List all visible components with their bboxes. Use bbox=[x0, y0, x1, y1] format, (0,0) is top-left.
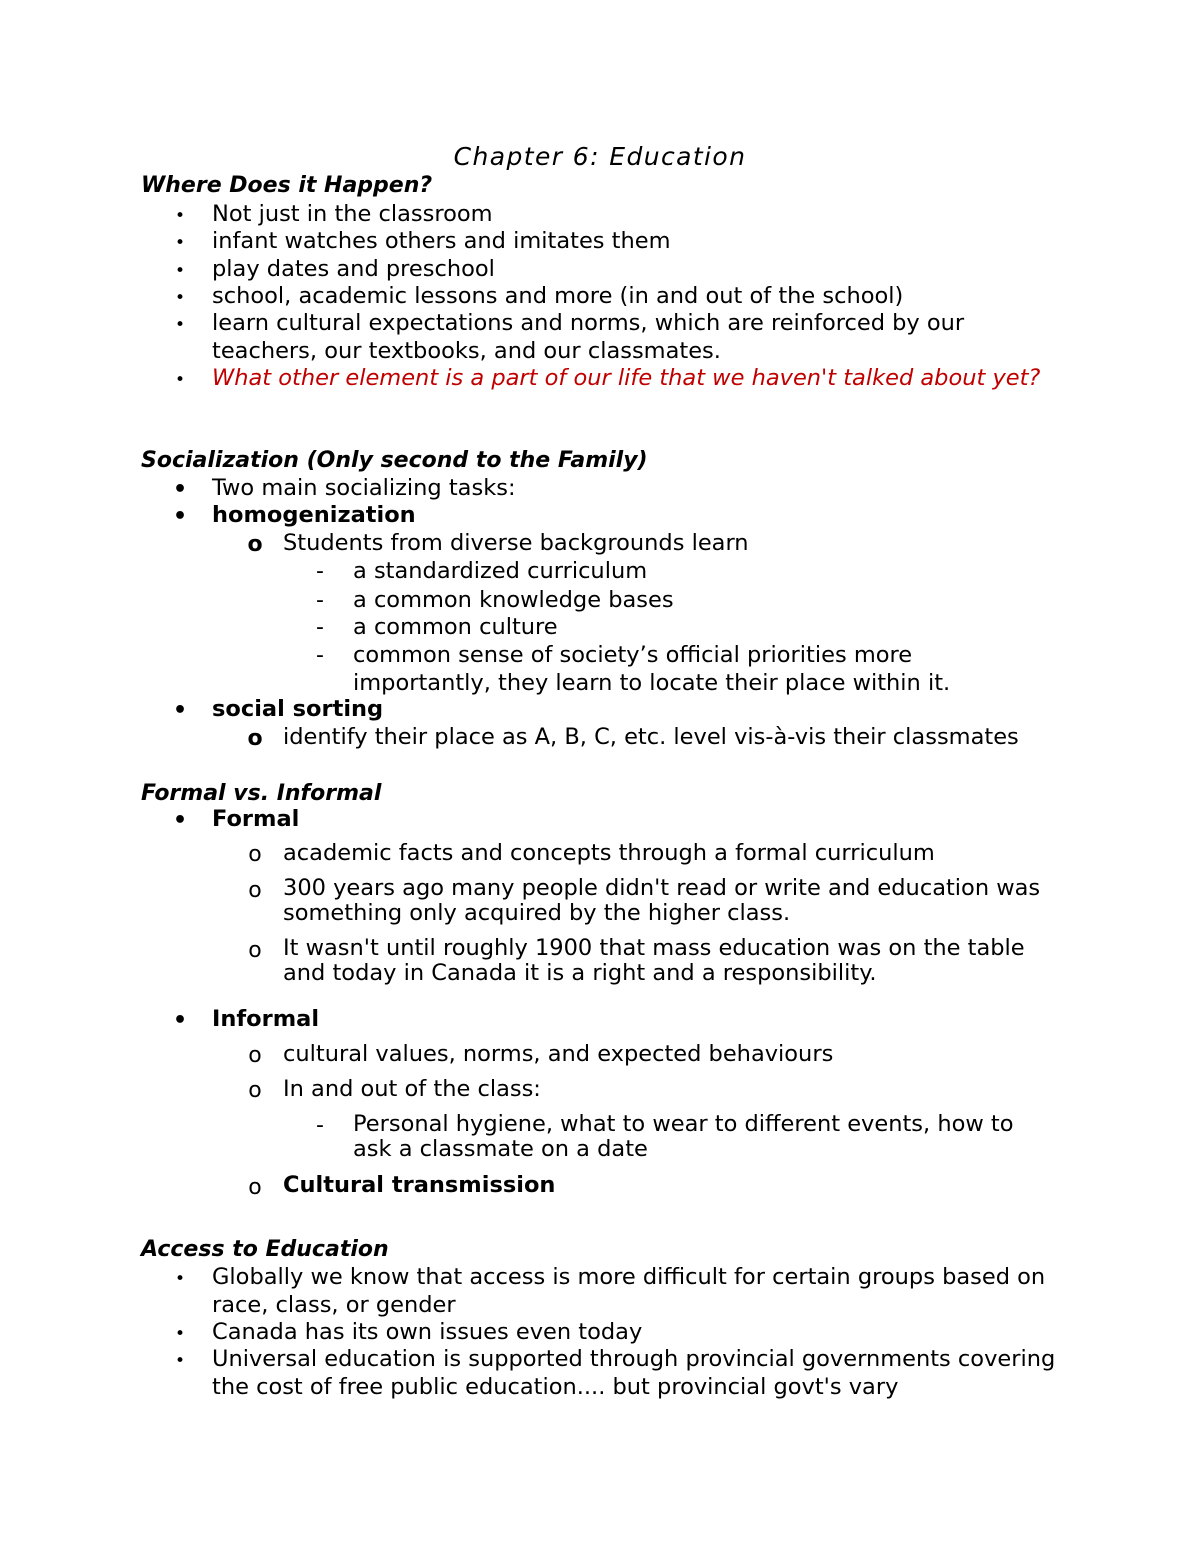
bullet-icon: • bbox=[174, 261, 186, 281]
list-item: It wasn't until roughly 1900 that mass education was on the table and today in Canada it is a right and a responsibility. bbox=[283, 935, 1025, 986]
bullet-icon: • bbox=[174, 370, 186, 390]
list-item: Informal bbox=[212, 1006, 320, 1032]
list-item: a common knowledge bases bbox=[353, 587, 674, 613]
bullet-icon: • bbox=[172, 477, 188, 502]
bullet-icon: • bbox=[174, 1269, 186, 1289]
hollow-bullet-icon: o bbox=[248, 842, 262, 867]
dash-bullet-icon: - bbox=[316, 588, 324, 613]
list-item: Formal bbox=[212, 806, 300, 832]
hollow-bullet-icon: o bbox=[247, 726, 263, 751]
list-item: a common culture bbox=[353, 614, 558, 640]
section-heading-where: Where Does it Happen? bbox=[141, 173, 433, 198]
hollow-bullet-icon: o bbox=[248, 1078, 262, 1103]
list-item: academic facts and concepts through a formal curriculum bbox=[283, 840, 935, 866]
list-item: infant watches others and imitates them bbox=[212, 228, 671, 254]
section-heading-socialization: Socialization (Only second to the Family) bbox=[141, 448, 648, 473]
hollow-bullet-icon: o bbox=[248, 938, 262, 963]
list-item: Two main socializing tasks: bbox=[212, 475, 516, 501]
bullet-icon: • bbox=[174, 315, 186, 335]
list-item: school, academic lessons and more (in and out of the school) bbox=[212, 283, 904, 309]
list-item: identify their place as A, B, C, etc. level vis-à-vis their classmates bbox=[283, 724, 1019, 750]
list-item: common sense of society’s official priorities more importantly, they learn to locate their place within it. bbox=[353, 642, 951, 696]
bullet-icon: • bbox=[172, 1008, 188, 1033]
hollow-bullet-icon: o bbox=[248, 878, 262, 903]
list-item: 300 years ago many people didn't read or write and education was something only acquired by the higher class. bbox=[283, 875, 1041, 926]
section-heading-access: Access to Education bbox=[141, 1237, 389, 1262]
list-item: Cultural transmission bbox=[283, 1172, 556, 1198]
list-item: a standardized curriculum bbox=[353, 558, 648, 584]
question-item: What other element is a part of our life that we haven't talked about yet? bbox=[212, 365, 1041, 391]
dash-bullet-icon: - bbox=[316, 1113, 324, 1138]
hollow-bullet-icon: o bbox=[247, 532, 263, 557]
list-item: Universal education is supported through provincial governments covering the cost of free public education.... but provincial govt's vary bbox=[212, 1346, 1056, 1400]
list-item: homogenization bbox=[212, 502, 416, 528]
list-item: In and out of the class: bbox=[283, 1076, 541, 1102]
list-item: Students from diverse backgrounds learn bbox=[283, 530, 749, 556]
dash-bullet-icon: - bbox=[316, 559, 324, 584]
list-item: Personal hygiene, what to wear to different events, how to ask a classmate on a date bbox=[353, 1111, 1014, 1162]
hollow-bullet-icon: o bbox=[248, 1175, 262, 1200]
list-item: social sorting bbox=[212, 696, 384, 722]
bullet-icon: • bbox=[172, 808, 188, 833]
bullet-icon: • bbox=[172, 504, 188, 529]
list-item: learn cultural expectations and norms, which are reinforced by our teachers, our textbooks, and our classmates. bbox=[212, 310, 965, 364]
list-item: Canada has its own issues even today bbox=[212, 1319, 643, 1345]
dash-bullet-icon: - bbox=[316, 643, 324, 668]
list-item: Not just in the classroom bbox=[212, 201, 493, 227]
bullet-icon: • bbox=[174, 1324, 186, 1344]
bullet-icon: • bbox=[174, 288, 186, 308]
list-item: cultural values, norms, and expected behaviours bbox=[283, 1041, 834, 1067]
section-heading-formal-informal: Formal vs. Informal bbox=[141, 781, 382, 806]
bullet-icon: • bbox=[174, 1351, 186, 1371]
dash-bullet-icon: - bbox=[316, 615, 324, 640]
bullet-icon: • bbox=[172, 698, 188, 723]
list-item: Globally we know that access is more difficult for certain groups based on race, class, or gender bbox=[212, 1264, 1046, 1318]
document-title: Chapter 6: Education bbox=[453, 142, 747, 171]
bullet-icon: • bbox=[174, 206, 186, 226]
hollow-bullet-icon: o bbox=[248, 1043, 262, 1068]
bullet-icon: • bbox=[174, 233, 186, 253]
list-item: play dates and preschool bbox=[212, 256, 495, 282]
